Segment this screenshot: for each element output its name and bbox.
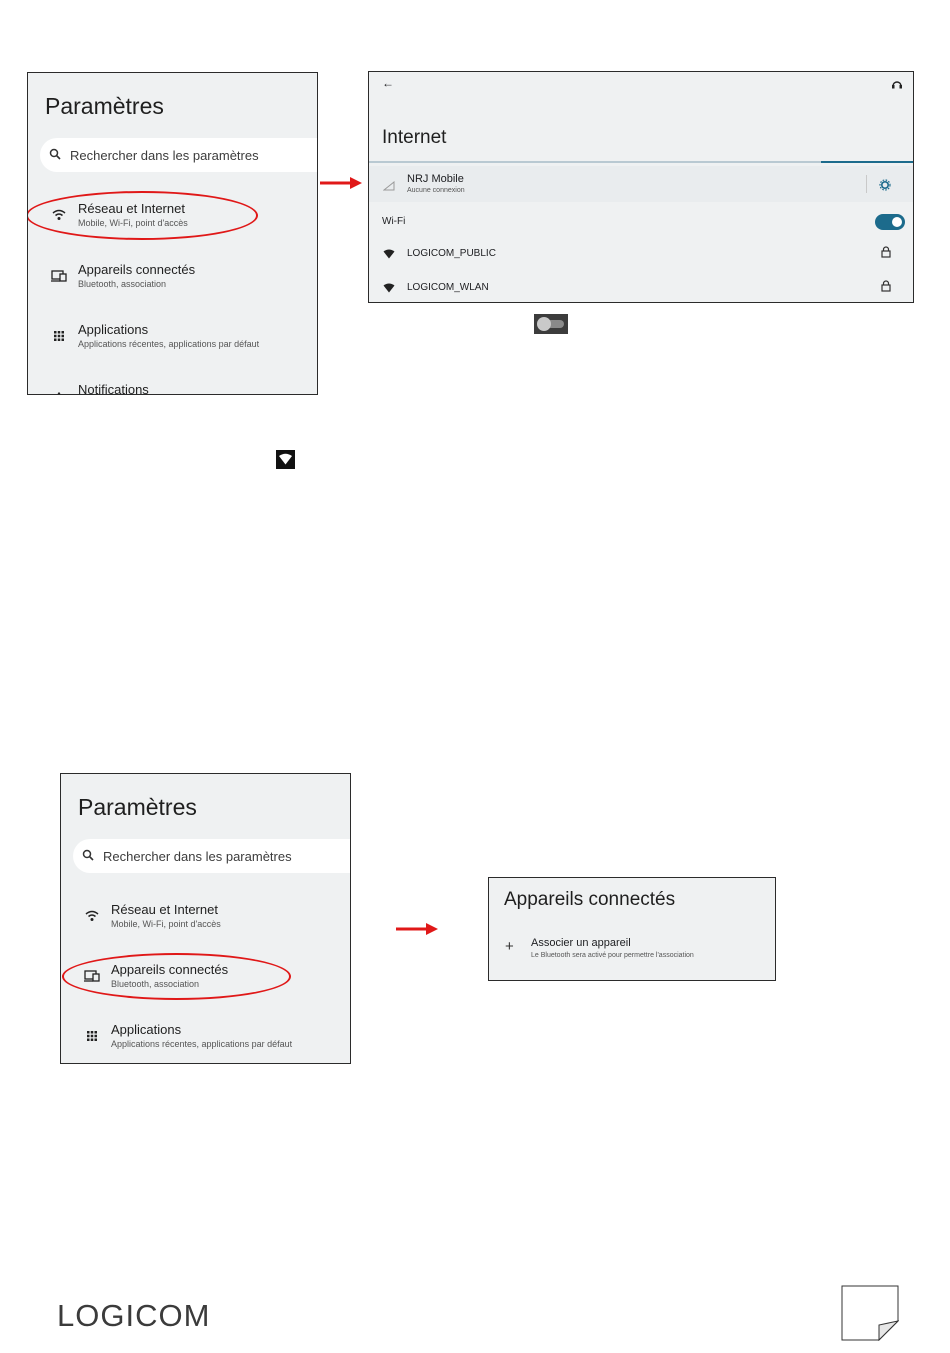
settings-screenshot-1 bbox=[27, 72, 318, 395]
gear-icon[interactable] bbox=[879, 178, 891, 196]
tab-indicator bbox=[821, 161, 913, 163]
settings-item-network[interactable] bbox=[28, 201, 317, 241]
pair-device-row[interactable] bbox=[489, 936, 775, 966]
search-icon bbox=[40, 148, 70, 163]
wifi-toggle[interactable] bbox=[875, 214, 905, 230]
page-title: Paramètres bbox=[45, 93, 164, 119]
settings-item-label: Applications bbox=[78, 322, 149, 337]
settings-item-connected-devices[interactable] bbox=[61, 962, 350, 1002]
signal-icon bbox=[383, 178, 395, 196]
help-icon[interactable] bbox=[891, 77, 903, 95]
search-input[interactable] bbox=[73, 839, 351, 873]
search-icon bbox=[73, 849, 103, 864]
page-title: Appareils connectés bbox=[504, 889, 676, 910]
divider bbox=[866, 175, 867, 193]
settings-item-notifications[interactable] bbox=[28, 382, 317, 395]
page-corner-icon bbox=[841, 1285, 899, 1341]
apps-grid-icon bbox=[49, 326, 69, 346]
settings-item-sub: Bluetooth, association bbox=[78, 279, 167, 289]
settings-item-label: Notifications bbox=[78, 382, 149, 395]
settings-item-sub: Bluetooth, association bbox=[111, 979, 200, 989]
network-name: LOGICOM_WLAN bbox=[407, 282, 489, 293]
search-placeholder: Rechercher dans les paramètres bbox=[103, 848, 292, 864]
mobile-status: Aucune connexion bbox=[407, 187, 465, 194]
settings-item-label: Appareils connectés bbox=[78, 262, 196, 277]
page-title: Paramètres bbox=[78, 794, 197, 820]
settings-item-sub: Mobile, Wi-Fi, point d'accès bbox=[111, 919, 221, 929]
connected-devices-screenshot bbox=[488, 877, 776, 981]
toggle-off-icon bbox=[534, 314, 568, 334]
settings-item-connected-devices[interactable] bbox=[28, 262, 317, 302]
wifi-icon bbox=[82, 906, 102, 926]
network-item[interactable] bbox=[369, 240, 913, 270]
lock-icon bbox=[881, 246, 891, 261]
search-placeholder: Rechercher dans les paramètres bbox=[70, 147, 259, 163]
devices-icon bbox=[82, 966, 102, 986]
lock-icon bbox=[881, 280, 891, 295]
pair-device-label: Associer un appareil bbox=[531, 937, 631, 949]
logicom-logo: LOGICOM bbox=[57, 1298, 211, 1333]
plus-icon: + bbox=[505, 938, 514, 955]
wifi-toggle-row[interactable] bbox=[369, 210, 913, 236]
settings-item-label: Réseau et Internet bbox=[78, 201, 185, 216]
search-input[interactable] bbox=[40, 138, 318, 172]
wifi-glyph-icon bbox=[276, 450, 295, 469]
settings-item-sub: Applications récentes, applications par défaut bbox=[78, 339, 260, 349]
page-title: Internet bbox=[382, 127, 447, 148]
settings-item-sub: Applications récentes, applications par défaut bbox=[111, 1039, 293, 1049]
settings-item-apps[interactable] bbox=[28, 322, 317, 362]
apps-grid-icon bbox=[82, 1026, 102, 1046]
settings-item-label: Appareils connectés bbox=[111, 962, 229, 977]
arrow-right-icon bbox=[396, 922, 440, 936]
wifi-label: Wi-Fi bbox=[382, 216, 406, 227]
internet-screenshot bbox=[368, 71, 914, 303]
settings-item-apps[interactable] bbox=[61, 1022, 350, 1062]
pair-device-sub: Le Bluetooth sera activé pour permettre l'association bbox=[531, 952, 694, 959]
settings-item-label: Applications bbox=[111, 1022, 182, 1037]
wifi-icon bbox=[383, 249, 395, 262]
settings-item-network[interactable] bbox=[61, 902, 350, 942]
toggle-knob bbox=[537, 317, 551, 331]
back-arrow-icon[interactable]: ← bbox=[382, 76, 394, 90]
mobile-network-row[interactable] bbox=[369, 166, 913, 202]
settings-item-label: Réseau et Internet bbox=[111, 902, 218, 917]
wifi-icon bbox=[383, 283, 395, 296]
mobile-name: NRJ Mobile bbox=[407, 173, 464, 185]
devices-icon bbox=[49, 266, 69, 286]
network-item[interactable] bbox=[369, 274, 913, 303]
bell-icon bbox=[49, 388, 69, 395]
settings-item-sub: Mobile, Wi-Fi, point d'accès bbox=[78, 218, 188, 228]
network-name: LOGICOM_PUBLIC bbox=[407, 248, 496, 259]
settings-screenshot-2 bbox=[60, 773, 351, 1064]
arrow-right-icon bbox=[320, 176, 364, 190]
wifi-icon bbox=[49, 205, 69, 225]
